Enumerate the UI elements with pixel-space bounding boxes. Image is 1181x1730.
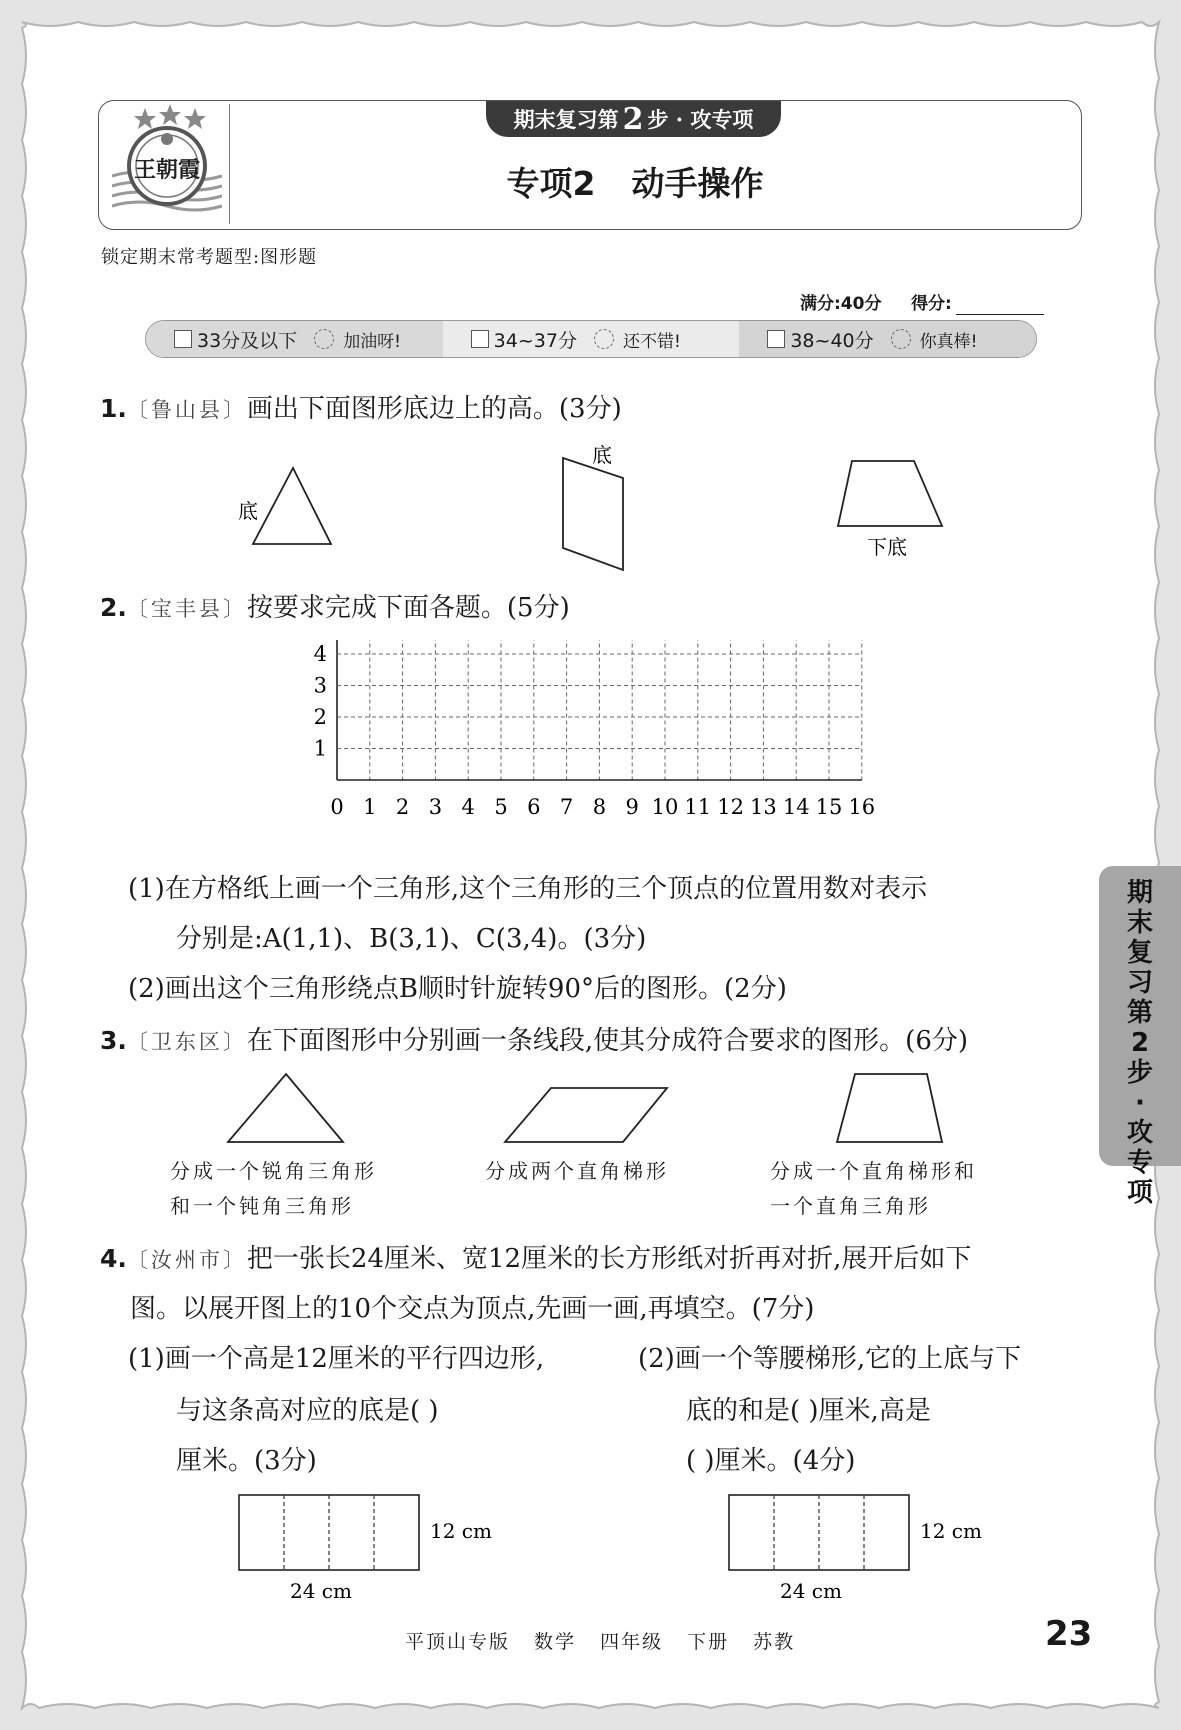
step-banner	[486, 101, 781, 137]
q1-trapezoid-label: 下底	[867, 535, 907, 559]
q3-caption-2: 分成两个直角梯形	[485, 1159, 669, 1183]
step-banner-prefix: 期末复习第	[513, 107, 619, 132]
grid-x-label: 6	[527, 795, 541, 819]
side-tab-char: 习	[1126, 968, 1153, 998]
q3-trapezoid[interactable]	[837, 1074, 942, 1142]
question-region: 〔宝丰县〕	[126, 597, 247, 621]
full-score-label: 满分:40分	[800, 294, 882, 314]
q4-left-line2: 与这条高对应的底是( )	[176, 1396, 439, 1426]
side-tab-char: 期	[1126, 878, 1153, 908]
side-tab-char: 专	[1126, 1148, 1153, 1178]
rating-segment-low	[146, 321, 443, 357]
step-banner-suffix: 步 · 攻专项	[647, 107, 754, 132]
rating-checkbox-high[interactable]	[767, 330, 785, 348]
side-tab	[1099, 866, 1181, 1208]
q3-caption-1a: 分成一个锐角三角形	[170, 1159, 377, 1183]
question-number: 1.	[100, 394, 127, 423]
footer-text: 平顶山专版 数学 四年级 下册 苏教	[405, 1631, 796, 1653]
grid-x-label: 7	[559, 795, 574, 819]
q1-parallelogram[interactable]	[563, 458, 623, 570]
q4-right-line3: ( )厘米。(4分)	[686, 1446, 856, 1476]
side-tab-char: 2	[1130, 1028, 1150, 1058]
page-title-number: 专项2	[506, 163, 596, 203]
rating-range: 33分及以下	[197, 329, 298, 352]
grid-x-label: 4	[461, 795, 475, 819]
side-tab-char: 第	[1126, 998, 1153, 1028]
rating-bar	[145, 320, 1037, 358]
q2-sub2: (2)画出这个三角形绕点B顺时针旋转90°后的图形。(2分)	[128, 974, 787, 1004]
rating-range: 38~40分	[790, 329, 874, 352]
side-tab-char: ·	[1135, 1088, 1145, 1118]
q4-left-line3: 厘米。(3分)	[176, 1446, 317, 1476]
question-number: 4.	[100, 1244, 127, 1273]
q1-shapes	[230, 440, 950, 580]
brand-logo	[112, 104, 222, 220]
rating-checkbox-mid[interactable]	[471, 330, 489, 348]
grid-x-label: 12	[717, 795, 744, 819]
q2-sub1-line1: (1)在方格纸上画一个三角形,这个三角形的三个顶点的位置用数对表示	[128, 874, 928, 904]
question-region: 〔卫东区〕	[126, 1030, 247, 1054]
grid-x-label: 1	[363, 795, 377, 819]
grid-x-label: 0	[330, 795, 344, 819]
grid-x-label: 15	[815, 795, 843, 819]
step-banner-number: 2	[622, 101, 644, 137]
grid-x-label: 10	[651, 795, 679, 819]
side-tab-char: 末	[1126, 908, 1153, 938]
page-number: 23	[1045, 1614, 1093, 1654]
logo-text: 王朝霞	[133, 157, 201, 183]
q4-left-line1: (1)画一个高是12厘米的平行四边形,	[128, 1344, 545, 1374]
grid-x-label: 3	[428, 795, 443, 819]
score-line	[800, 289, 1044, 315]
side-tab-char: 复	[1126, 938, 1153, 968]
grid-x-label: 13	[750, 795, 777, 819]
q4-width-label: 24 cm	[780, 1579, 842, 1603]
grid-x-label: 11	[684, 795, 712, 819]
q3-caption-3b: 一个直角三角形	[770, 1194, 931, 1218]
smile-icon	[594, 329, 614, 349]
question-region: 〔鲁山县〕	[126, 398, 247, 422]
rating-segment-high	[739, 321, 1036, 357]
grid-y-label: 1	[313, 736, 327, 761]
q4-height-label: 12 cm	[920, 1519, 982, 1543]
question-text: 按要求完成下面各题。(5分)	[246, 593, 570, 623]
question-1	[100, 388, 622, 425]
question-number: 3.	[100, 1026, 127, 1055]
subtitle: 锁定期末常考题型:图形题	[101, 247, 318, 268]
rating-range: 34~37分	[493, 329, 577, 352]
score-blank[interactable]	[956, 294, 1044, 315]
rating-praise: 加油呀!	[343, 331, 402, 352]
score-label: 得分:	[911, 294, 952, 314]
rating-praise: 你真棒!	[919, 331, 978, 352]
grid-y-label: 3	[313, 673, 327, 698]
q4-right-line2: 底的和是( )厘米,高是	[686, 1396, 931, 1426]
q4-paper-left[interactable]	[230, 1488, 500, 1608]
q4-height-label: 12 cm	[430, 1519, 492, 1543]
grid-x-label: 14	[782, 795, 810, 819]
rating-praise: 还不错!	[622, 331, 681, 352]
page-title	[455, 156, 815, 206]
question-3	[100, 1020, 968, 1057]
smile-icon	[314, 329, 334, 349]
question-2	[100, 587, 570, 624]
question-number: 2.	[100, 593, 127, 622]
rating-segment-mid	[443, 321, 740, 357]
q3-shapes	[200, 1068, 960, 1148]
grid-y-label: 4	[313, 642, 327, 666]
page-title-text: 动手操作	[631, 163, 764, 203]
smile-icon	[891, 329, 911, 349]
q4-width-label: 24 cm	[290, 1579, 352, 1603]
q3-parallelogram[interactable]	[505, 1088, 667, 1142]
coordinate-grid[interactable]	[305, 640, 905, 850]
header-divider	[229, 104, 230, 224]
q3-caption-3a: 分成一个直角梯形和	[770, 1159, 977, 1183]
question-text: 画出下面图形底边上的高。(3分)	[246, 394, 622, 424]
grid-x-label: 8	[592, 795, 607, 819]
grid-y-label: 2	[313, 705, 327, 729]
q1-triangle[interactable]	[253, 468, 331, 544]
q4-paper-right[interactable]	[720, 1488, 990, 1608]
rating-checkbox-low[interactable]	[174, 330, 192, 348]
question-4-line2: 图。以展开图上的10个交点为顶点,先画一画,再填空。(7分)	[130, 1294, 815, 1324]
q2-sub1-line2: 分别是:A(1,1)、B(3,1)、C(3,4)。(3分)	[176, 924, 647, 954]
q3-triangle[interactable]	[228, 1074, 343, 1142]
question-text-line1: 把一张长24厘米、宽12厘米的长方形纸对折再对折,展开后如下	[246, 1244, 972, 1274]
q1-parallelogram-label: 底	[592, 443, 612, 467]
grid-x-label: 5	[494, 795, 508, 819]
side-tab-char: 攻	[1126, 1118, 1153, 1148]
q1-triangle-label: 底	[238, 499, 258, 523]
q1-trapezoid[interactable]	[838, 461, 942, 526]
grid-x-label: 2	[395, 795, 410, 819]
q3-caption-1b: 和一个钝角三角形	[170, 1194, 354, 1218]
grid-x-label: 16	[848, 795, 876, 819]
question-4	[100, 1238, 971, 1275]
q4-right-line1: (2)画一个等腰梯形,它的上底与下	[638, 1344, 1022, 1374]
question-region: 〔汝州市〕	[126, 1248, 247, 1272]
grid-x-label: 9	[625, 795, 639, 819]
side-tab-char: 步	[1126, 1058, 1153, 1088]
question-text: 在下面图形中分别画一条线段,使其分成符合要求的图形。(6分)	[246, 1026, 969, 1056]
side-tab-char: 项	[1126, 1178, 1153, 1208]
